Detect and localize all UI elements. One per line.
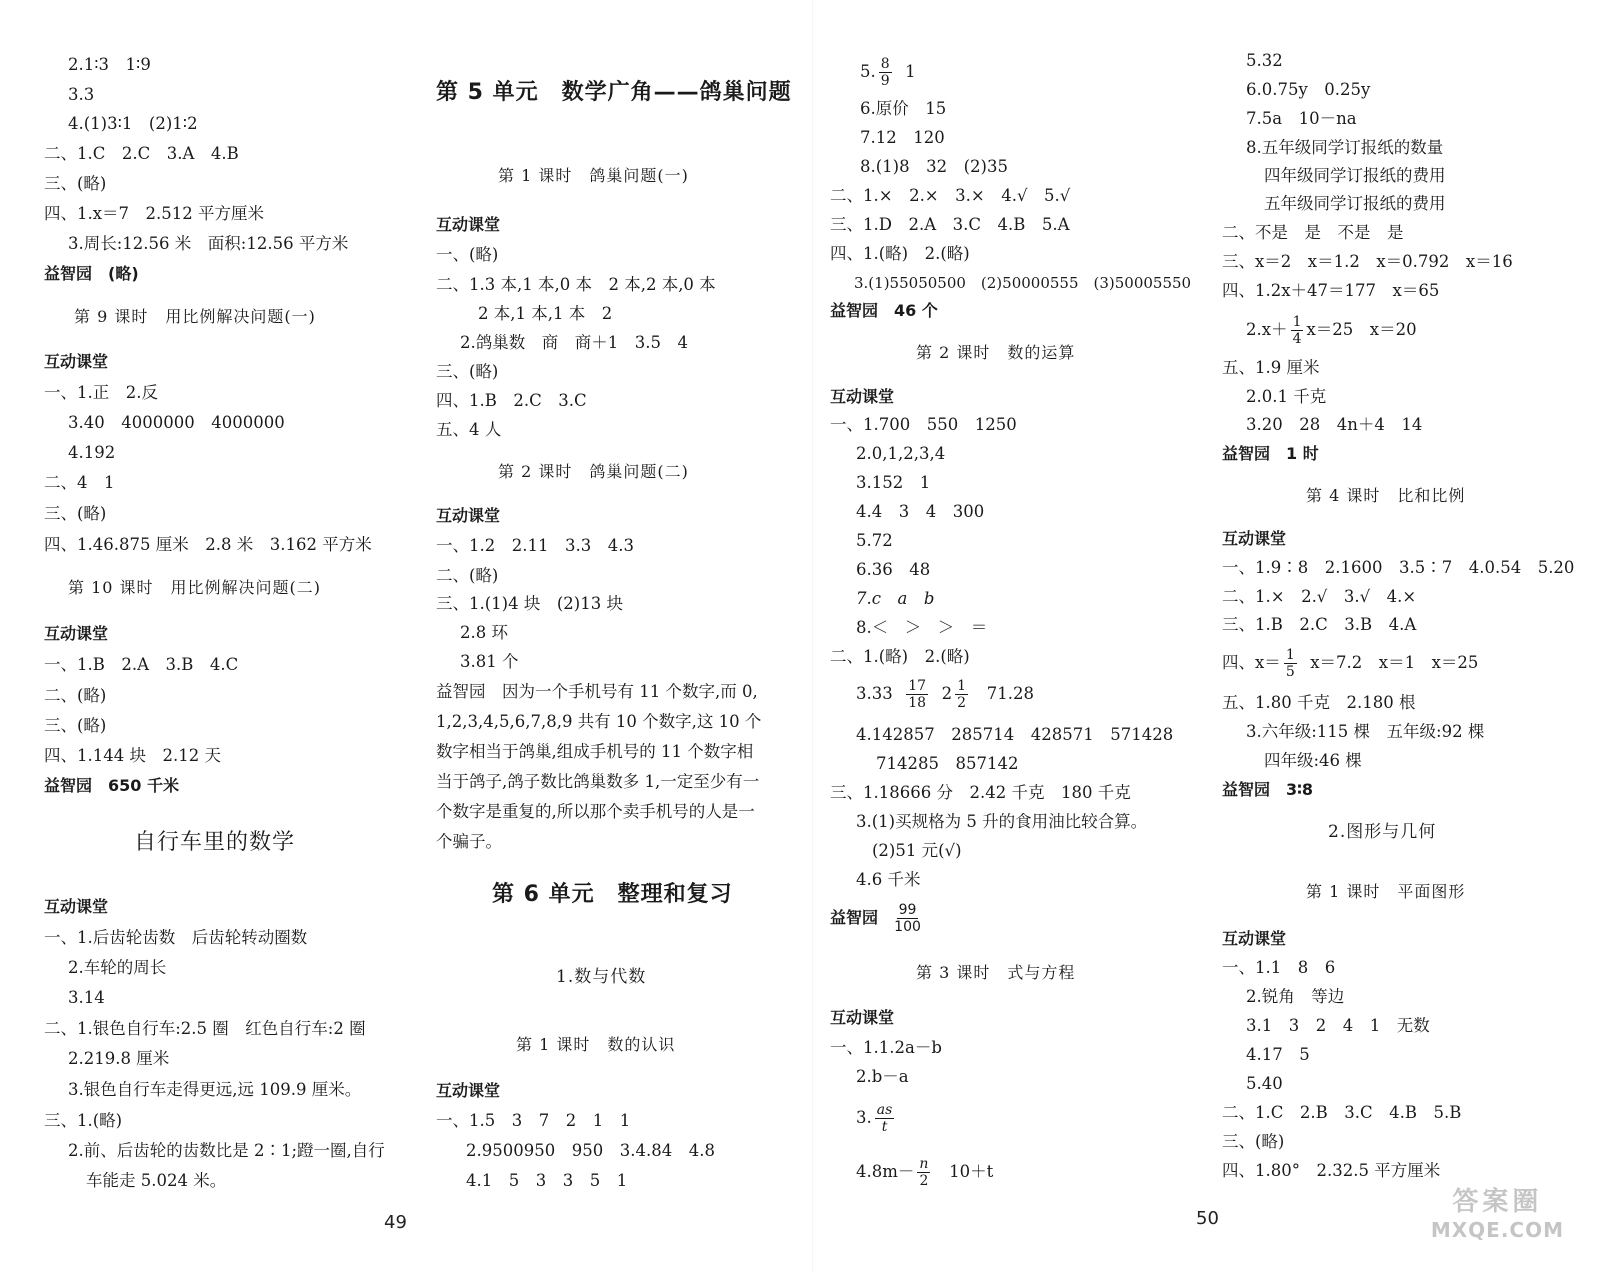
answer-line: 三、1.18666 分 2.42 千克 180 千克 <box>830 783 1131 802</box>
puzzle-paragraph-line: 个数字是重复的,所以那个卖手机号的人是一 <box>436 802 755 821</box>
answer-line: 一、1.后齿轮齿数 后齿轮转动圈数 <box>44 928 308 947</box>
answer-line: 五、1.9 厘米 <box>1222 358 1320 377</box>
answer-line: 一、1.1 8 6 <box>1222 958 1336 977</box>
answer-line: 8.五年级同学订报纸的数量 <box>1246 138 1444 157</box>
fraction: $\frac{1}{5}$ <box>1285 647 1295 680</box>
answer-line: 一、1.B 2.A 3.B 4.C <box>44 655 239 674</box>
column-1 <box>44 0 414 1272</box>
answer-line: 2.x＋ $\frac{1}{4}$ x＝25 x＝20 <box>1246 314 1417 347</box>
answer-line: 4.1 5 3 3 5 1 <box>466 1171 628 1190</box>
fraction: $\frac{8}{9}$ <box>880 56 890 89</box>
answer-line: 二、1.× 2.√ 3.√ 4.× <box>1222 587 1417 606</box>
answer-line: 6.0.75y 0.25y <box>1246 80 1371 99</box>
lesson-title: 第 4 课时 比和比例 <box>1306 486 1466 505</box>
answer-line: 2.1∶3 1∶9 <box>68 55 151 74</box>
answer-line: 四、1.46.875 厘米 2.8 米 3.162 平方米 <box>44 535 372 554</box>
answer-line: 4.192 <box>68 443 116 462</box>
answer-line: 三、x＝2 x＝1.2 x＝0.792 x＝16 <box>1222 252 1513 271</box>
fraction: $\frac{as}{t}$ <box>876 1102 893 1135</box>
answer-line: 四、1.(略) 2.(略) <box>830 244 970 263</box>
answer-line: 三、(略) <box>44 716 107 735</box>
answer-line: 4.142857 285714 428571 571428 <box>856 725 1174 744</box>
puzzle-label: 益智园 46 个 <box>830 301 938 320</box>
answer-line: 6.原价 15 <box>860 99 947 118</box>
lesson-title: 第 2 课时 数的运算 <box>916 343 1076 362</box>
answer-line: 五、1.80 千克 2.180 根 <box>1222 693 1416 712</box>
puzzle-label: 益智园 1 时 <box>1222 444 1319 463</box>
puzzle-label: 益智园 $\frac{99}{100}$ <box>830 902 921 935</box>
answer-line: 3.14 <box>68 988 105 1007</box>
answer-line: 4.17 5 <box>1246 1045 1310 1064</box>
answer-line: 三、(略) <box>44 504 107 523</box>
answer-line: 四、1.x＝7 2.512 平方厘米 <box>44 204 265 223</box>
answer-line: 三、1.D 2.A 3.C 4.B 5.A <box>830 215 1070 234</box>
answer-line: 三、1.(略) <box>44 1111 123 1130</box>
lesson-title: 第 10 课时 用比例解决问题(二) <box>68 578 322 597</box>
answer-line: 二、1.3 本,1 本,0 本 2 本,2 本,0 本 <box>436 275 716 294</box>
answer-line: 3.40 4000000 4000000 <box>68 413 285 432</box>
answer-line: 2.前、后齿轮的齿数比是 2∶1;蹬一圈,自行 <box>68 1141 385 1160</box>
subsection-heading: 2.图形与几何 <box>1328 822 1437 842</box>
answer-line: 7.c a b <box>856 589 935 608</box>
answer-line: 2.0,1,2,3,4 <box>856 444 946 463</box>
answer-line: 四、x＝ $\frac{1}{5}$ x＝7.2 x＝1 x＝25 <box>1222 647 1479 680</box>
answer-line: 2 本,1 本,1 本 2 <box>478 304 613 323</box>
answer-line: 8.(1)8 32 (2)35 <box>860 157 1008 176</box>
subsection-heading: 1.数与代数 <box>556 967 647 987</box>
answer-line: 6.36 48 <box>856 560 931 579</box>
answer-line: 2.0.1 千克 <box>1246 387 1327 406</box>
answer-line: 四年级:46 棵 <box>1264 751 1362 770</box>
watermark-text: 答案圈 <box>1452 1187 1543 1217</box>
answer-line: 四、1.2x＋47＝177 x＝65 <box>1222 281 1440 300</box>
answer-line: 四、1.80° 2.32.5 平方厘米 <box>1222 1161 1441 1180</box>
section-label: 互动课堂 <box>44 624 109 643</box>
answer-line: 3.1 3 2 4 1 无数 <box>1246 1016 1430 1035</box>
answer-line: 三、(略) <box>44 174 107 193</box>
puzzle-label: 益智园 (略) <box>44 264 139 283</box>
answer-line: 二、4 1 <box>44 473 115 492</box>
answer-line: 二、(略) <box>436 566 499 585</box>
answer-line: 5.40 <box>1246 1074 1283 1093</box>
lesson-title: 第 1 课时 鸽巢问题(一) <box>498 166 689 185</box>
answer-line: 3.六年级:115 棵 五年级:92 棵 <box>1246 722 1485 741</box>
fraction: $\frac{1}{4}$ <box>1292 314 1302 347</box>
answer-line: 一、1.700 550 1250 <box>830 415 1017 434</box>
fraction: $\frac{n}{2}$ <box>919 1156 929 1189</box>
answer-line: 4.4 3 4 300 <box>856 502 985 521</box>
answer-line: 二、1.银色自行车:2.5 圈 红色自行车:2 圈 <box>44 1019 366 1038</box>
lesson-title: 第 9 课时 用比例解决问题(一) <box>74 307 316 326</box>
watermark-logo <box>1431 1181 1564 1242</box>
answer-line: 五年级同学订报纸的费用 <box>1264 194 1446 213</box>
fraction: $\frac{1}{2}$ <box>957 678 966 711</box>
answer-line: 二、1.C 2.C 3.A 4.B <box>44 144 239 163</box>
watermark-url: MXQE.COM <box>1430 1218 1564 1242</box>
column-3 <box>830 0 1210 1272</box>
answer-line: 车能走 5.024 米。 <box>86 1171 227 1190</box>
column-4 <box>1222 0 1582 1272</box>
answer-line: 二、(略) <box>44 686 107 705</box>
answer-line: 714285 857142 <box>876 754 1019 773</box>
section-label: 互动课堂 <box>436 1081 501 1100</box>
section-label: 互动课堂 <box>830 1008 895 1027</box>
section-heading: 自行车里的数学 <box>134 830 296 855</box>
answer-line: 2.9500950 950 3.4.84 4.8 <box>466 1141 715 1160</box>
answer-line: 7.5a 10－na <box>1246 109 1357 128</box>
page-number-right: 50 <box>1196 1208 1219 1229</box>
answer-line: 一、1.9∶8 2.1600 3.5∶7 4.0.54 5.20 <box>1222 558 1575 577</box>
answer-line: 5. $\frac{8}{9}$ 1 <box>860 56 916 89</box>
section-label: 互动课堂 <box>1222 929 1287 948</box>
answer-line: 2.鸽巢数 商 商＋1 3.5 4 <box>460 333 688 352</box>
answer-line: 2.b－a <box>856 1067 909 1086</box>
answer-line: 二、1.(略) 2.(略) <box>830 647 970 666</box>
answer-line: 三、1.B 2.C 3.B 4.A <box>1222 615 1417 634</box>
answer-line: 2.锐角 等边 <box>1246 987 1345 1006</box>
answer-line: 5.72 <box>856 531 893 550</box>
puzzle-paragraph-line: 1,2,3,4,5,6,7,8,9 共有 10 个数字,这 10 个 <box>436 712 762 731</box>
answer-line: 3.33 $\frac{17}{18}$ 2 $\frac{1}{2}$ 71.28 <box>856 678 1034 711</box>
answer-line: 3.银色自行车走得更远,远 109.9 厘米。 <box>68 1080 362 1099</box>
fraction: $\frac{17}{18}$ <box>908 678 927 711</box>
page-number-left: 49 <box>384 1212 407 1233</box>
answer-line: 二、不是 是 不是 是 <box>1222 223 1404 242</box>
answer-line: 3. $\frac{as}{t}$ <box>856 1102 893 1135</box>
puzzle-paragraph-line: 个骗子。 <box>436 832 502 851</box>
answer-line: 4.(1)3∶1 (2)1∶2 <box>68 114 198 133</box>
fraction: $\frac{99}{100}$ <box>894 902 921 935</box>
puzzle-paragraph-line: 数字相当于鸽巢,组成手机号的 11 个数字相 <box>436 742 754 761</box>
column-2 <box>436 0 816 1272</box>
puzzle-paragraph-line: 当于鸽子,鸽子数比鸽巢数多 1,一定至少有一 <box>436 772 760 791</box>
unit-title: 第 5 单元 数学广角——鸽巢问题 <box>436 80 792 105</box>
answer-line: 一、1.2 2.11 3.3 4.3 <box>436 536 634 555</box>
lesson-title: 第 1 课时 平面图形 <box>1306 882 1466 901</box>
lesson-title: 第 1 课时 数的认识 <box>516 1035 676 1054</box>
answer-line: 二、1.× 2.× 3.× 4.√ 5.√ <box>830 186 1071 205</box>
answer-line: 4.6 千米 <box>856 870 921 889</box>
answer-line: 3.(1)买规格为 5 升的食用油比较合算。 <box>856 812 1148 831</box>
answer-line: 一、1.正 2.反 <box>44 383 158 402</box>
puzzle-label: 益智园 3∶8 <box>1222 780 1313 799</box>
answer-line: 3.152 1 <box>856 473 931 492</box>
puzzle-paragraph-line: 益智园 因为一个手机号有 11 个数字,而 0, <box>436 682 758 701</box>
answer-line: (2)51 元(√) <box>872 841 962 860</box>
answer-line: 2.车轮的周长 <box>68 958 167 977</box>
answer-line: 3.(1)55050500 (2)50000555 (3)50005550 <box>854 274 1192 292</box>
answer-line: 5.32 <box>1246 51 1283 70</box>
answer-line: 二、1.C 2.B 3.C 4.B 5.B <box>1222 1103 1462 1122</box>
answer-line: 8.＜ ＞ ＞ ＝ <box>856 618 988 637</box>
answer-line: 4.8m－ $\frac{n}{2}$ 10＋t <box>856 1156 994 1189</box>
answer-line: 三、(略) <box>1222 1132 1285 1151</box>
answer-line: 一、(略) <box>436 245 499 264</box>
answer-line: 五、4 人 <box>436 420 502 439</box>
section-label: 互动课堂 <box>44 352 109 371</box>
lesson-title: 第 2 课时 鸽巢问题(二) <box>498 462 689 481</box>
section-label: 互动课堂 <box>436 215 501 234</box>
answer-line: 四、1.144 块 2.12 天 <box>44 746 221 765</box>
answer-line: 四年级同学订报纸的费用 <box>1264 166 1446 185</box>
answer-line: 3.20 28 4n＋4 14 <box>1246 415 1423 434</box>
lesson-title: 第 3 课时 式与方程 <box>916 963 1076 982</box>
answer-line: 2.8 环 <box>460 623 508 642</box>
section-label: 互动课堂 <box>1222 529 1287 548</box>
answer-line: 3.81 个 <box>460 652 519 671</box>
unit-title: 第 6 单元 整理和复习 <box>492 882 733 907</box>
section-label: 互动课堂 <box>830 387 895 406</box>
answer-line: 四、1.B 2.C 3.C <box>436 391 587 410</box>
answer-line: 一、1.1.2a－b <box>830 1038 942 1057</box>
answer-line: 7.12 120 <box>860 128 945 147</box>
answer-line: 一、1.5 3 7 2 1 1 <box>436 1111 631 1130</box>
answer-line: 3.3 <box>68 85 95 104</box>
section-label: 互动课堂 <box>44 897 109 916</box>
answer-line: 三、(略) <box>436 362 499 381</box>
section-label: 互动课堂 <box>436 506 501 525</box>
answer-line: 三、1.(1)4 块 (2)13 块 <box>436 594 623 613</box>
answer-line: 2.219.8 厘米 <box>68 1049 170 1068</box>
puzzle-label: 益智园 650 千米 <box>44 776 179 795</box>
answer-line: 3.周长:12.56 米 面积:12.56 平方米 <box>68 234 349 253</box>
